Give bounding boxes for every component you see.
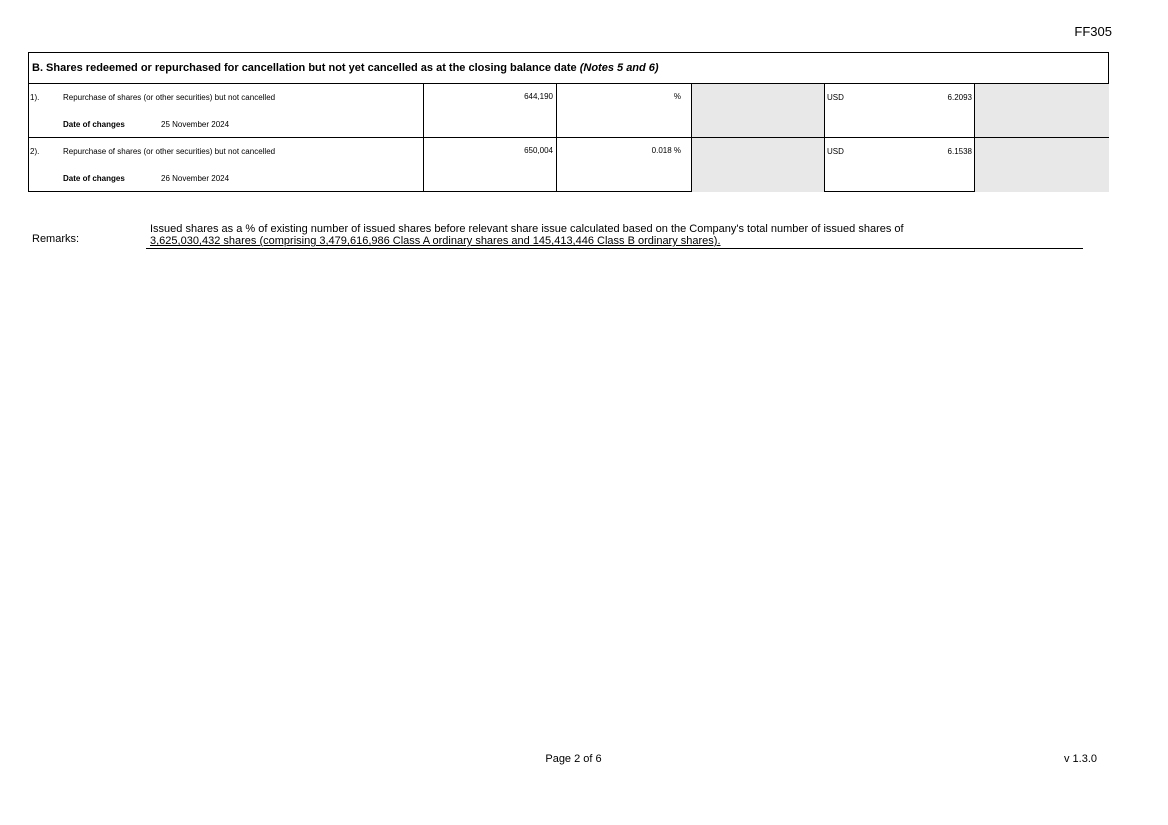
description-cell — [29, 138, 424, 192]
version-label: v 1.3.0 — [1063, 753, 1097, 765]
form-code: FF305 — [1074, 24, 1112, 39]
table-row — [29, 138, 1108, 192]
number-of-shares: 650,004 — [424, 138, 557, 192]
shaded-cell — [692, 84, 825, 137]
price-value: 6.1538 — [947, 147, 972, 156]
currency: USD — [827, 93, 844, 102]
shaded-cell — [692, 138, 825, 192]
currency: USD — [827, 147, 844, 156]
shaded-cell — [975, 84, 1109, 137]
description-cell — [29, 84, 424, 137]
number-of-shares: 644,190 — [424, 84, 557, 137]
price-cell — [825, 84, 975, 137]
remarks-label: Remarks: — [32, 233, 80, 245]
price-cell — [825, 138, 975, 192]
date-label: Date of changes — [63, 174, 125, 183]
section-heading — [29, 53, 1108, 84]
percent-cell: 0.018 % — [557, 138, 692, 192]
remarks-line-2: 3,625,030,432 shares (comprising 3,479,616,986 Class A ordinary shares and 145,413,446 Class B ordinary shares). — [150, 235, 721, 247]
remarks-line-1: Issued shares as a % of existing number of issued shares before relevant share issue calculated based on the Company's total number of issued shares of — [150, 223, 904, 235]
shares-table — [28, 52, 1109, 192]
item-number: 2). — [30, 147, 40, 156]
remarks-text — [146, 223, 1083, 249]
shaded-cell — [975, 138, 1109, 192]
date-value: 26 November 2024 — [161, 174, 230, 183]
section-notes: (Notes 5 and 6) — [579, 62, 659, 74]
page-number: Page 2 of 6 — [545, 753, 602, 765]
item-number: 1). — [30, 93, 40, 102]
date-label: Date of changes — [63, 120, 125, 129]
item-description: Repurchase of shares (or other securities) but not cancelled — [63, 147, 276, 156]
table-row — [29, 84, 1108, 138]
item-description: Repurchase of shares (or other securities) but not cancelled — [63, 93, 276, 102]
date-value: 25 November 2024 — [161, 120, 230, 129]
price-value: 6.2093 — [947, 93, 972, 102]
percent-cell: % — [557, 84, 692, 137]
section-title: B. Shares redeemed or repurchased for cancellation but not yet cancelled as at the closing balance date — [32, 62, 577, 74]
